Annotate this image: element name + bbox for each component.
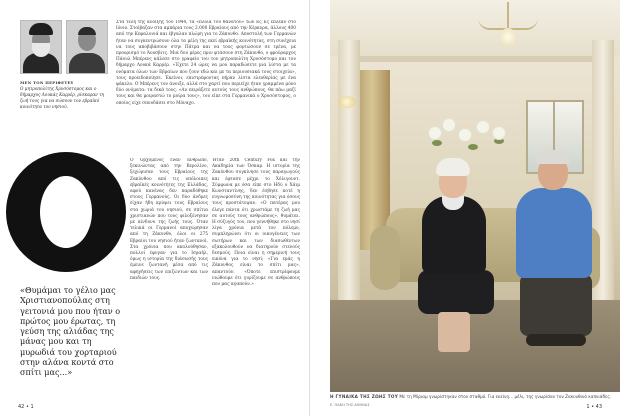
- portrait-caption-text: Ο μητροπολίτης Χρυσόστομος και ο δήμαρχος Λουκάς Καρρέρ, ρίσκαραν τη ζωή τους για να σώσουν τον εβραϊκό κοινότητα του νησιού.: [20, 86, 104, 109]
- pull-quote: «Θυμάμαι το γέλιο μας Χριστιανοπούλας στη γειτονιά μου που ήταν ο πρώτος μου έρωτας, τη γεύση της αλιάδας της μάνας μου και τη μυρωδιά του χορταριού στην αλάνα κοντά στο σπίτι μας...»: [20, 285, 121, 378]
- portrait-caption-title: ΜΕΝ ΤΟΝ ΠΕΡΙΦΕΤΕΥ: [20, 80, 74, 85]
- page-number-right: 1 • 43: [586, 404, 602, 410]
- chandelier: [478, 2, 538, 48]
- photo-caption-text: Με τη Μίριαμ γνωρίστηκαν στον σταθμό. Για εκείνη... μέλι, της γνωρίσαν τον Ζακυνθινό καπνιάδες.: [399, 394, 612, 399]
- article-column-right: Ήταν 20th Century Fox και την Ακαδημία των Όσκαρ. Η ιστορία της Ζακύνθου συγκίνησε τους παραγωγούς και έφτασε μέχρι το Χόλιγουντ. Σύμφωνα με όσα είπε στο Ηδύ ο Χάιμ Κωνσταντίνης, δεν έσβησε ποτέ η ευγνωμοσύνη της κοινότητας για όσους τους προστάτεψαν. «Ο πατέρας μου έλεγε πάντα ότι χρωστάμε τη ζωή μας σε αυτούς τους ανθρώπους», θυμάται. Η σύζυγός του, που γεννήθηκε στο νησί λίγα χρόνια μετά τον πόλεμο, συμπληρώνει ότι οι οικογένειες των σωτήρων και των διασωθέντων εξακολουθούν να διατηρούν στενούς δεσμούς. Ποια είναι η σημερινή τους εικόνα για το νησί; «Για εμάς η Ζάκυνθος είναι το σπίτι μας», απαντούν. «Όποτε επιστρέφουμε νιώθουμε ότι γυρίζουμε σε ανθρώπους που μας αγαπούν.»: [212, 158, 300, 288]
- portrait-metropolitan: [20, 20, 62, 74]
- man-figure: [504, 150, 604, 360]
- portrait-mayor: [66, 20, 108, 74]
- article-column-middle: Ο Ορχομενός έναν άνθρωπο, ξεκινώντας από την Βερολίνο, ξεχώρισαν τους Εβραίους της Ζακύνθου από τις υπόλοιπες εβραϊκές κοινότητες της Ελλάδας, αφού κανένας δεν παραδόθηκε στους Γερμανούς. Οι δύο άνδρες είχαν ήδη κρύψει τους Εβραίους στα χωριά του νησιού, σε σπίτια χριστιανών που τους φιλοξένησαν με κίνδυνο της ζωής τους. Όταν τελικά οι Γερμανοί αποχώρησαν από τη Ζάκυνθο, όλοι οι 275 Εβραίοι του νησιού ήταν ζωντανοί. Στα χρόνια που ακολούθησαν, πολλοί έφυγαν για το Ισραήλ, όμως η ιστορία της διάσωσής τους έμεινε ζωντανή μέσα από τις αφηγήσεις των επιζώντων και των παιδιών τους.: [130, 158, 208, 281]
- right-page: [310, 0, 620, 416]
- drop-cap-o: [6, 152, 126, 272]
- portrait-caption: [20, 80, 110, 110]
- photo-caption: [330, 394, 620, 400]
- photo-caption-lead: Η ΓΥΝΑΙΚΑ ΤΗΣ ΖΩΗΣ ΤΟΥ: [330, 394, 399, 399]
- page-number-left: 42 • 1: [18, 404, 34, 410]
- article-column-top: Στα τέλη της άνοιξης του 1944, τα «πλοία του θανάτου» των Ες Ες έπλεαν στο Ιόνιο. Στοίβαζαν στα αμπάρια τους 2.000 Εβραίους από την Κέρκυρα, άλλους 400 από την Κεφαλονιά και έβγαλαν πλώρη για το Ζάκυνθο. Αποστολή των Γερμανών ήταν να συγκεντρώσουν όλα τα μέλη της εκεί εβραϊκής κοινότητας, στη συνέχεια να τους αποβιβάσουν στην Πάτρα και να τους φορτώσουν σε τρένα, με προορισμό το Άουσβιτς. Μια δου μέρες πριν φτάσουν στη Ζάκυνθο, ο φρούραρχος Πάουλ Μπέρενς κάλεσε στο γραφείο του τον μητροπολίτη Χρυσόστομο και τον δήμαρχο Λουκά Καρρέρ. «Έχετε 24 ώρες να μου παραδώσετε μια λίστα με τα ονόματα όλων των Εβραίων που ζουν εδώ και με τα περιουσιακά τους στοιχεία», τους προειδοποίησε. Έκείνοι, επιστρέφοντας πήραν λίστα ελευθερίας με ένα φάκελο. Ο Μπέρενς τον άνοιξε, αλλά στο χαρτί που περιείχε ήταν γραμμένα μόνο δύο ονόματα: τα δικά τους. «Αν πειράξετε αυτούς τους ανθρώπους, θα πάω μαζί τους και θα μοιραστώ το μοίρα τους», του είπε στα Γερμανικά ο Χρυσόστομος, ο οποίος είχε σπουδάσει στο Μόναχο.: [116, 20, 296, 106]
- portrait-photos: [20, 20, 110, 76]
- couple-photo: [330, 0, 620, 392]
- wall-lamp: [338, 96, 356, 108]
- photo-credit: Ε. ΠΑΚΗ ΤΗΣ ΑΘΗΝΑΣ: [330, 403, 370, 407]
- flower-arrangement: [428, 118, 512, 160]
- woman-figure: [404, 158, 504, 358]
